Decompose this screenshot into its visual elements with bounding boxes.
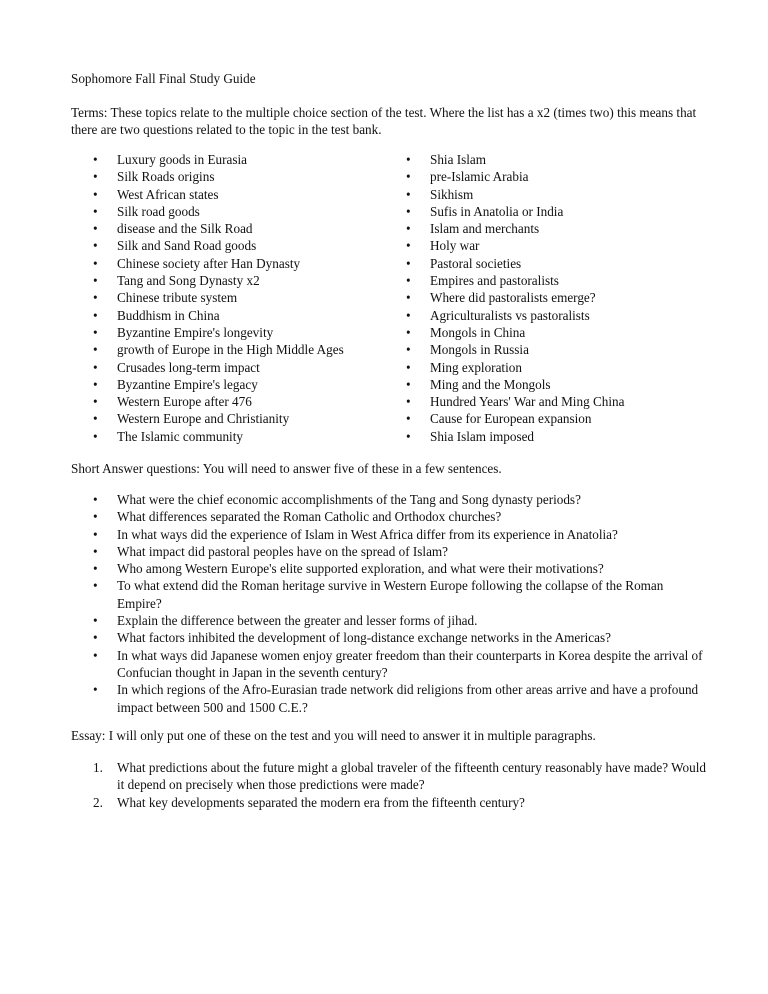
term-item: • Shia Islam [384,151,704,168]
term-item: • Chinese society after Han Dynasty [71,255,371,272]
term-item: • growth of Europe in the High Middle Ages [71,341,371,358]
essay-item [71,794,711,811]
term-item: • Silk and Sand Road goods [71,237,371,254]
short-answer-item: • In what ways did the experience of Islam in West Africa differ from its experience in Anatolia? [71,526,711,543]
essay-item [71,759,711,794]
essay-item-text: What predictions about the future might a global traveler of the fifteenth century reasonably have made? Would it depend on precisely when those predictions were made? [117,760,706,793]
short-answer-list [71,491,711,716]
essay-list [71,759,711,811]
terms-list-left [71,151,371,445]
term-item: • Western Europe and Christianity [71,410,371,427]
page-title: Sophomore Fall Final Study Guide [71,71,256,86]
short-answer-item: • To what extend did the Roman heritage survive in Western Europe following the collapse of the Roman Empire? [71,577,711,612]
short-answer-item: • Explain the difference between the greater and lesser forms of jihad. [71,612,711,629]
term-item: • Sikhism [384,186,704,203]
term-item: • Luxury goods in Eurasia [71,151,371,168]
term-item: • Islam and merchants [384,220,704,237]
term-item: • Holy war [384,237,704,254]
term-item: • Mongols in China [384,324,704,341]
term-item: • Buddhism in China [71,307,371,324]
short-answer-item: • What were the chief economic accomplishments of the Tang and Song dynasty periods? [71,491,711,508]
term-item: • Where did pastoralists emerge? [384,289,704,306]
term-item: • Ming exploration [384,359,704,376]
short-answer-item: • What differences separated the Roman Catholic and Orthodox churches? [71,508,711,525]
term-item: • Cause for European expansion [384,410,704,427]
term-item: • pre-Islamic Arabia [384,168,704,185]
term-item: • West African states [71,186,371,203]
term-item: • disease and the Silk Road [71,220,371,237]
term-item: • Agriculturalists vs pastoralists [384,307,704,324]
short-answer-intro: Short Answer questions: You will need to answer five of these in a few sentences. [71,461,502,476]
term-item: • Hundred Years' War and Ming China [384,393,704,410]
short-answer-item: • What impact did pastoral peoples have on the spread of Islam? [71,543,711,560]
term-item: • Mongols in Russia [384,341,704,358]
short-answer-item: • In which regions of the Afro-Eurasian trade network did religions from other areas arrive and have a profound impact between 500 and 1500 C.E.? [71,681,711,716]
term-item: • Shia Islam imposed [384,428,704,445]
term-item: • The Islamic community [71,428,371,445]
term-item: • Crusades long-term impact [71,359,371,376]
term-item: • Byzantine Empire's legacy [71,376,371,393]
term-item: • Sufis in Anatolia or India [384,203,704,220]
term-item: • Tang and Song Dynasty x2 [71,272,371,289]
term-item: • Pastoral societies [384,255,704,272]
essay-item-number: 1. [93,760,103,775]
term-item: • Western Europe after 476 [71,393,371,410]
term-item: • Ming and the Mongols [384,376,704,393]
terms-list-right [384,151,704,445]
short-answer-item: • Who among Western Europe's elite supported exploration, and what were their motivations? [71,560,711,577]
term-item: • Silk Roads origins [71,168,371,185]
term-item: • Chinese tribute system [71,289,371,306]
essay-item-text: What key developments separated the modern era from the fifteenth century? [117,794,525,810]
term-item: • Byzantine Empire's longevity [71,324,371,341]
terms-intro: Terms: These topics relate to the multiple choice section of the test. Where the list has a x2 (times two) this means that there are two questions related to the topic in the test bank. [71,105,697,138]
essay-item-number: 2. [93,794,103,810]
short-answer-item: • What factors inhibited the development of long-distance exchange networks in the Americas? [71,629,711,646]
short-answer-item: • In what ways did Japanese women enjoy greater freedom than their counterparts in Korea despite the arrival of Confucian thought in Japan in the seventh century? [71,647,711,682]
term-item: • Silk road goods [71,203,371,220]
term-item: • Empires and pastoralists [384,272,704,289]
essay-intro: Essay: I will only put one of these on the test and you will need to answer it in multiple paragraphs. [71,728,596,743]
